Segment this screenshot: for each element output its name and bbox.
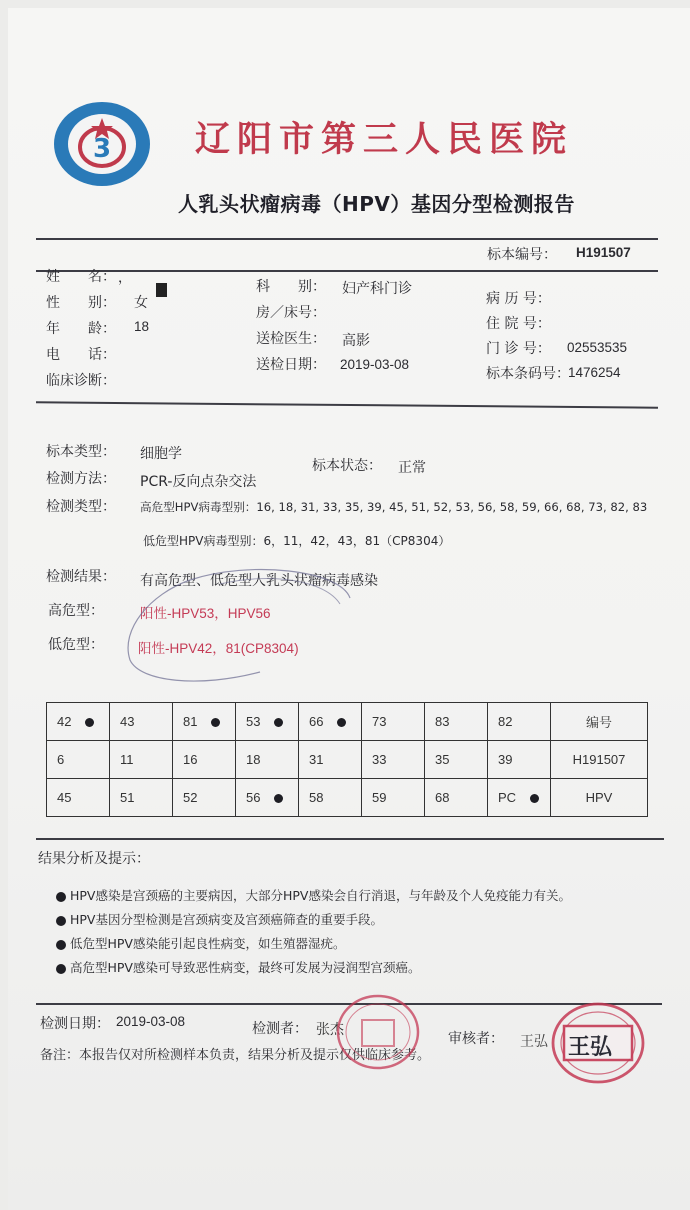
- grid-cell: [488, 741, 551, 779]
- diagnosis-label: 临床诊断：: [46, 373, 116, 389]
- grid-side-cell: HPV: [551, 779, 648, 817]
- grid-cell-label: 58: [309, 790, 324, 805]
- sample-status-label: 标本状态：: [312, 458, 382, 474]
- bullet-icon: [56, 916, 66, 926]
- bullet-icon: [56, 892, 66, 902]
- positive-dot-icon: [274, 794, 283, 803]
- grid-cell-label: 53: [246, 714, 261, 729]
- grid-cell: [173, 779, 236, 817]
- analysis-item: HPV基因分型检测是宫颈病变及宫颈癌筛查的重要手段。: [56, 910, 383, 928]
- high-risk-result: 阳性-HPV53，HPV56: [140, 606, 271, 621]
- method-label: 检测方法：: [46, 471, 116, 487]
- reviewer-label: 审核者：: [448, 1031, 504, 1047]
- grid-cell: [299, 779, 362, 817]
- low-risk-label: 低危型：: [48, 637, 104, 653]
- grid-cell: [488, 703, 551, 741]
- grid-cell: [47, 703, 110, 741]
- doctor-label: 送检医生：: [256, 331, 326, 347]
- bed-label: 房／床号：: [256, 305, 326, 321]
- analysis-item: 低危型HPV感染能引起良性病变，如生殖器湿疣。: [56, 934, 346, 952]
- bullet-icon: [56, 964, 66, 974]
- grid-cell-label: 6: [57, 752, 65, 767]
- grid-cell: [299, 703, 362, 741]
- analysis-item: 高危型HPV感染可导致恶性病变，最终可发展为浸润型宫颈癌。: [56, 958, 421, 976]
- hospital-name: 辽阳市第三人民医院: [195, 119, 574, 160]
- positive-dot-icon: [337, 718, 346, 727]
- result-label: 检测结果：: [46, 569, 116, 585]
- grid-cell-label: 35: [435, 752, 450, 767]
- grid-cell-label: 33: [372, 752, 387, 767]
- low-risk-result: 阳性-HPV42，81(CP8304): [138, 641, 299, 656]
- positive-dot-icon: [530, 794, 539, 803]
- specimen-no: H191507: [576, 245, 631, 260]
- positive-dot-icon: [274, 718, 283, 727]
- dept-label: 科 别：: [256, 279, 326, 295]
- lab-stamp: [332, 990, 424, 1074]
- grid-cell: [362, 741, 425, 779]
- grid-cell: [488, 779, 551, 817]
- grid-cell-label: 56: [246, 790, 261, 805]
- age-value: 18: [134, 319, 150, 334]
- grid-cell: [362, 779, 425, 817]
- grid-cell-label: 73: [372, 714, 387, 729]
- grid-row: [47, 779, 648, 817]
- grid-row: [47, 741, 648, 779]
- divider-analysis: [36, 838, 664, 840]
- grid-cell: [110, 779, 173, 817]
- grid-cell: [299, 741, 362, 779]
- positive-dot-icon: [85, 718, 94, 727]
- barcode-value: 1476254: [568, 365, 621, 380]
- grid-cell: [110, 703, 173, 741]
- hospital-logo: [52, 100, 152, 188]
- inpatient-label: 住 院 号：: [486, 316, 551, 332]
- record-label: 病 历 号：: [486, 291, 551, 307]
- grid-cell-label: 59: [372, 790, 387, 805]
- tester-signature: 张杰: [316, 1022, 344, 1038]
- svg-text:3: 3: [92, 134, 112, 164]
- grid-side-cell: H191507: [551, 741, 648, 779]
- phone-label: 电 话：: [46, 347, 116, 363]
- analysis-title: 结果分析及提示：: [38, 851, 150, 867]
- grid-cell-label: 16: [183, 752, 198, 767]
- dept-value: 妇产科门诊: [342, 281, 412, 297]
- grid-cell: [47, 741, 110, 779]
- grid-cell-label: 31: [309, 752, 324, 767]
- high-risk-types: 高危型HPV病毒型别：16, 18, 31, 33, 35, 39, 45, 51, 52, 53, 56, 58, 59, 66, 68, 73, 82, 83: [140, 500, 648, 514]
- low-risk-types: 低危型HPV病毒型别：6，11，42，43，81（CP8304）: [143, 534, 451, 548]
- tester-label: 检测者：: [252, 1021, 308, 1037]
- method-value: PCR-反向点杂交法: [140, 474, 257, 490]
- grid-cell-label: 68: [435, 790, 450, 805]
- grid-cell: [236, 741, 299, 779]
- reviewer-name: 王弘: [520, 1034, 548, 1050]
- sample-type-value: 细胞学: [140, 446, 182, 462]
- sex-label: 性 别：: [46, 295, 116, 311]
- grid-cell: [425, 741, 488, 779]
- date-value: 2019-03-08: [340, 357, 410, 372]
- age-label: 年 龄：: [46, 321, 116, 337]
- grid-cell-label: 83: [435, 714, 450, 729]
- report-title: 人乳头状瘤病毒（HPV）基因分型检测报告: [178, 192, 575, 216]
- positive-dot-icon: [211, 718, 220, 727]
- grid-cell-label: 11: [120, 752, 134, 767]
- grid-cell: [425, 703, 488, 741]
- test-date-value: 2019-03-08: [116, 1014, 186, 1029]
- high-risk-label: 高危型：: [48, 603, 104, 619]
- reviewer-signature: 王弘: [568, 1034, 613, 1060]
- barcode-label: 标本条码号：: [486, 366, 570, 382]
- grid-cell-label: 81: [183, 714, 198, 729]
- sample-type-label: 标本类型：: [46, 444, 116, 460]
- bullet-icon: [56, 940, 66, 950]
- remark: 备注：本报告仅对所检测样本负责，结果分析及提示仅供临床参考。: [40, 1048, 431, 1063]
- grid-cell-label: 39: [498, 752, 513, 767]
- grid-cell: [362, 703, 425, 741]
- grid-cell-label: 82: [498, 714, 513, 729]
- grid-row: [47, 703, 648, 741]
- grid-cell: [173, 741, 236, 779]
- grid-cell-label: 52: [183, 790, 198, 805]
- result-value: 有高危型、低危型人乳头状瘤病毒感染: [140, 573, 378, 589]
- sex-value: 女: [134, 295, 148, 311]
- grid-cell-label: 66: [309, 714, 324, 729]
- sample-status-value: 正常: [398, 460, 426, 476]
- types-label: 检测类型：: [46, 499, 116, 515]
- divider-top: [36, 238, 658, 240]
- grid-cell: [110, 741, 173, 779]
- doctor-value: 高影: [342, 333, 370, 349]
- date-label: 送检日期：: [256, 357, 326, 373]
- hpv-result-grid: [46, 702, 648, 817]
- grid-cell: [236, 703, 299, 741]
- name-value: ，: [118, 270, 132, 285]
- grid-cell-label: 45: [57, 790, 72, 805]
- grid-side-cell: 编号: [551, 703, 648, 741]
- grid-cell: [236, 779, 299, 817]
- pen-annotation: [110, 560, 370, 690]
- outpatient-value: 02553535: [567, 340, 628, 355]
- grid-cell-label: 18: [246, 752, 261, 767]
- grid-cell-label: 43: [120, 714, 135, 729]
- name-label: 姓 名：: [46, 269, 116, 285]
- grid-cell: [173, 703, 236, 741]
- grid-cell-label: PC: [498, 790, 517, 805]
- grid-cell: [425, 779, 488, 817]
- redacted-name: [156, 283, 167, 297]
- analysis-item: HPV感染是宫颈癌的主要病因，大部分HPV感染会自行消退，与年龄及个人免疫能力有关。: [56, 886, 571, 904]
- specimen-no-label: 标本编号：: [487, 247, 557, 263]
- grid-cell-label: 51: [120, 790, 135, 805]
- test-date-label: 检测日期：: [40, 1016, 110, 1032]
- grid-cell-label: 42: [57, 714, 72, 729]
- grid-cell: [47, 779, 110, 817]
- outpatient-label: 门 诊 号：: [486, 341, 551, 357]
